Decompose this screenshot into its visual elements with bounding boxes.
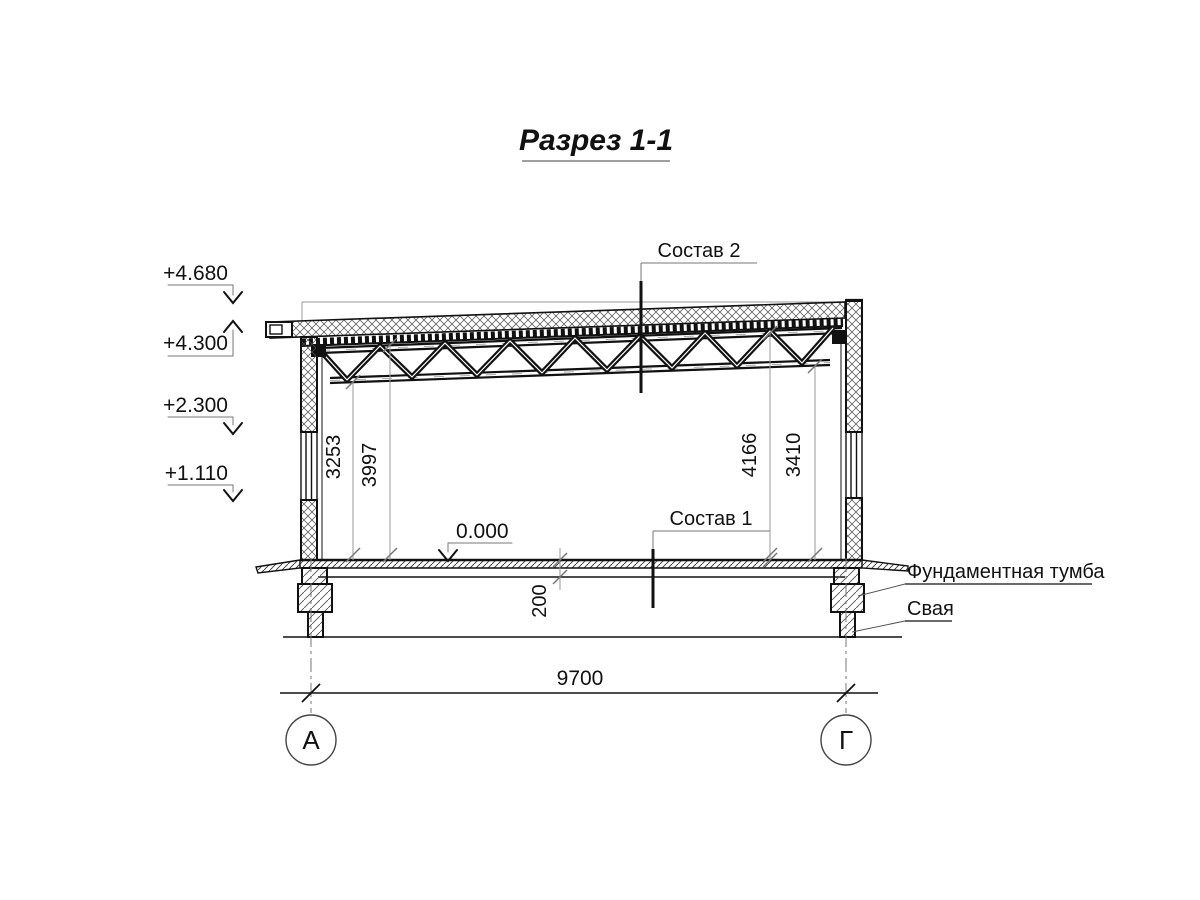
elevation-mark-floor: [439, 520, 512, 561]
axis-bubble-left: [286, 715, 336, 765]
elevation-mark-window-top: [163, 394, 242, 434]
eave-drip-edge-inner: [270, 325, 282, 334]
assembly-floor-callout: [653, 508, 777, 608]
elevation-window-top-value: +2.300: [163, 394, 228, 417]
dim-slab-thickness-value: 200: [529, 584, 551, 618]
floor-apron-right: [862, 560, 908, 571]
assembly-roof-label: Состав 2: [657, 240, 741, 262]
axis-left-letter: А: [302, 725, 320, 755]
wall-right-window: [846, 432, 862, 498]
assembly-floor-label: Состав 1: [669, 508, 753, 530]
truss-bearing-right: [832, 330, 845, 344]
wall-right-panel-lower: [846, 498, 862, 560]
pile-right: [840, 612, 855, 637]
elevation-window-bottom-value: +1.110: [164, 462, 228, 485]
elevation-floor-value: 0.000: [456, 520, 509, 543]
elevation-eave-value: +4.300: [163, 332, 228, 355]
dim-truss-bottom-left: [323, 375, 360, 562]
wall-left-window: [301, 432, 317, 500]
dim-roof-underside-right-value: 4166: [739, 432, 761, 478]
pile-left: [308, 612, 323, 637]
wall-left-panel-lower: [301, 500, 317, 560]
wall-left: [301, 337, 322, 560]
dim-truss-bottom-right-value: 3410: [783, 432, 805, 478]
foundation-right: [831, 568, 864, 637]
dim-roof-underside-left-value: 3997: [359, 442, 381, 488]
foundation-pedestal-right: [831, 584, 864, 612]
floor-slab: [256, 560, 908, 577]
dim-truss-bottom-left-value: 3253: [323, 434, 345, 480]
callout-foundation-pedestal-label: Фундаментная тумба: [907, 561, 1105, 583]
span-dimension: [280, 558, 878, 713]
foundation-pedestal-left: [298, 584, 332, 612]
span-value: 9700: [556, 667, 604, 690]
dim-slab-thickness: [529, 548, 567, 618]
wall-left-panel-upper: [301, 337, 317, 432]
wall-right-panel-upper: [846, 301, 862, 432]
foundation-left: [298, 568, 332, 637]
floor-apron-left: [256, 560, 300, 573]
callout-pile: [852, 598, 954, 632]
elevation-mark-parapet: [163, 262, 242, 303]
elevation-mark-eave: [163, 321, 242, 356]
elevation-mark-window-bottom: [165, 462, 242, 501]
dim-truss-bottom-right: [783, 359, 822, 562]
elevation-parapet-value: +4.680: [163, 262, 228, 285]
dim-roof-underside-left: [359, 338, 397, 562]
title-text: Разрез 1-1: [518, 124, 674, 157]
drawing-title: [519, 124, 673, 161]
callout-pile-label: Свая: [907, 598, 954, 620]
axis-bubble-right: [821, 715, 871, 765]
axis-right-letter: Г: [838, 725, 854, 755]
